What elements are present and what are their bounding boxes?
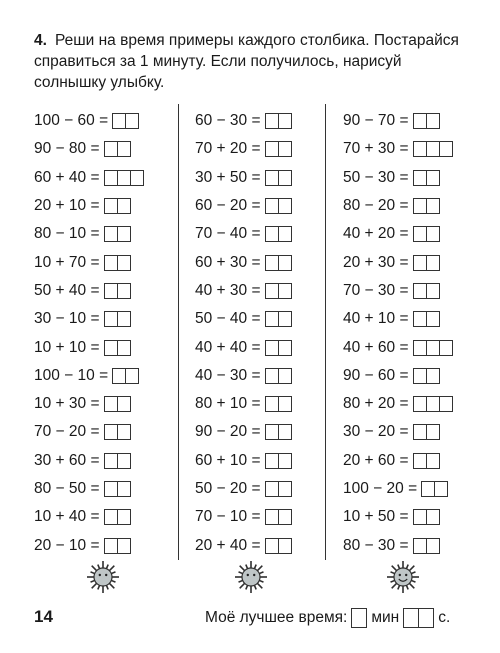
answer-cell[interactable] bbox=[426, 170, 440, 186]
example-expression: 10 + 50 = bbox=[343, 508, 409, 526]
example-expression: 20 + 40 = bbox=[195, 536, 261, 554]
example-row bbox=[34, 362, 144, 390]
answer-cell[interactable] bbox=[278, 311, 292, 327]
answer-cell[interactable] bbox=[117, 424, 131, 440]
example-row bbox=[343, 164, 453, 192]
answer-cell[interactable] bbox=[265, 340, 279, 356]
example-row bbox=[343, 503, 453, 531]
answer-cell[interactable] bbox=[125, 113, 139, 129]
column-divider bbox=[325, 104, 326, 560]
example-row bbox=[34, 503, 144, 531]
answer-boxes[interactable] bbox=[265, 396, 292, 412]
answer-cell[interactable] bbox=[117, 453, 131, 469]
answer-cell[interactable] bbox=[426, 453, 440, 469]
answer-cell[interactable] bbox=[413, 368, 427, 384]
answer-cell[interactable] bbox=[130, 170, 144, 186]
answer-cell[interactable] bbox=[278, 283, 292, 299]
answer-cell[interactable] bbox=[112, 368, 126, 384]
answer-cell[interactable] bbox=[117, 311, 131, 327]
answer-cell[interactable] bbox=[426, 226, 440, 242]
answer-cell[interactable] bbox=[413, 453, 427, 469]
example-row bbox=[195, 418, 292, 446]
example-row bbox=[195, 390, 292, 418]
answer-cell[interactable] bbox=[104, 141, 118, 157]
answer-cell[interactable] bbox=[278, 170, 292, 186]
answer-cell[interactable] bbox=[104, 226, 118, 242]
answer-cell[interactable] bbox=[265, 226, 279, 242]
answer-boxes[interactable] bbox=[413, 283, 440, 299]
answer-boxes[interactable] bbox=[413, 198, 440, 214]
example-row bbox=[343, 531, 453, 559]
answer-boxes[interactable] bbox=[104, 226, 131, 242]
example-expression: 80 − 20 = bbox=[343, 197, 409, 215]
example-expression: 10 + 10 = bbox=[34, 338, 100, 356]
example-expression: 50 − 30 = bbox=[343, 168, 409, 186]
answer-boxes[interactable] bbox=[265, 311, 292, 327]
example-expression: 40 + 60 = bbox=[343, 338, 409, 356]
answer-cell[interactable] bbox=[265, 170, 279, 186]
answer-cell[interactable] bbox=[278, 368, 292, 384]
example-expression: 70 + 20 = bbox=[195, 140, 261, 158]
answer-cell[interactable] bbox=[117, 283, 131, 299]
answer-cell[interactable] bbox=[413, 255, 427, 271]
answer-cell[interactable] bbox=[117, 255, 131, 271]
example-row bbox=[34, 390, 144, 418]
sun-icon bbox=[86, 560, 120, 594]
answer-boxes[interactable] bbox=[104, 198, 131, 214]
example-row bbox=[34, 475, 144, 503]
answer-cell[interactable] bbox=[278, 509, 292, 525]
example-expression: 40 + 30 = bbox=[195, 281, 261, 299]
answer-boxes[interactable] bbox=[265, 424, 292, 440]
answer-cell[interactable] bbox=[265, 113, 279, 129]
example-expression: 40 − 30 = bbox=[195, 366, 261, 384]
answer-cell[interactable] bbox=[117, 481, 131, 497]
example-expression: 30 − 10 = bbox=[34, 310, 100, 328]
example-row bbox=[34, 248, 144, 276]
example-expression: 90 − 60 = bbox=[343, 366, 409, 384]
answer-cell[interactable] bbox=[117, 509, 131, 525]
answer-boxes[interactable] bbox=[265, 340, 292, 356]
answer-boxes[interactable] bbox=[104, 538, 131, 554]
answer-cell[interactable] bbox=[104, 198, 118, 214]
answer-cell[interactable] bbox=[413, 170, 427, 186]
answer-boxes[interactable] bbox=[104, 481, 131, 497]
example-row bbox=[343, 248, 453, 276]
answer-cell[interactable] bbox=[413, 141, 427, 157]
example-expression: 10 + 40 = bbox=[34, 508, 100, 526]
example-expression: 50 + 40 = bbox=[34, 281, 100, 299]
example-row bbox=[195, 248, 292, 276]
column-divider bbox=[178, 104, 179, 560]
examples-column-1 bbox=[34, 107, 144, 560]
example-expression: 80 + 20 = bbox=[343, 395, 409, 413]
example-expression: 80 − 50 = bbox=[34, 480, 100, 497]
answer-cell[interactable] bbox=[265, 396, 279, 412]
answer-cell[interactable] bbox=[426, 396, 440, 412]
example-row bbox=[34, 220, 144, 248]
answer-cell[interactable] bbox=[104, 481, 118, 497]
answer-cell[interactable] bbox=[418, 608, 434, 628]
example-expression: 50 − 20 = bbox=[195, 480, 261, 497]
answer-cell[interactable] bbox=[265, 453, 279, 469]
example-expression: 70 + 30 = bbox=[343, 140, 409, 158]
answer-cell[interactable] bbox=[426, 424, 440, 440]
answer-boxes[interactable] bbox=[104, 453, 131, 469]
example-expression: 30 + 60 = bbox=[34, 451, 100, 469]
answer-boxes[interactable] bbox=[413, 424, 440, 440]
answer-cell[interactable] bbox=[413, 113, 427, 129]
answer-cell[interactable] bbox=[265, 198, 279, 214]
answer-cell[interactable] bbox=[117, 141, 131, 157]
example-expression: 40 + 20 = bbox=[343, 225, 409, 243]
example-row bbox=[343, 277, 453, 305]
answer-cell[interactable] bbox=[278, 396, 292, 412]
answer-cell[interactable] bbox=[104, 255, 118, 271]
example-expression: 60 + 10 = bbox=[195, 451, 261, 469]
answer-boxes[interactable] bbox=[413, 226, 440, 242]
example-row bbox=[195, 475, 292, 503]
example-expression: 20 − 10 = bbox=[34, 536, 100, 554]
answer-cell[interactable] bbox=[426, 368, 440, 384]
example-expression: 90 − 20 = bbox=[195, 423, 261, 441]
answer-cell[interactable] bbox=[104, 453, 118, 469]
example-row bbox=[34, 192, 144, 220]
answer-cell[interactable] bbox=[265, 368, 279, 384]
answer-cell[interactable] bbox=[265, 538, 279, 554]
example-expression: 100 − 60 = bbox=[34, 112, 109, 130]
answer-cell[interactable] bbox=[413, 509, 427, 525]
example-row bbox=[343, 447, 453, 475]
example-row bbox=[195, 362, 292, 390]
answer-boxes[interactable] bbox=[104, 283, 131, 299]
minutes-box[interactable] bbox=[351, 608, 367, 628]
answer-cell[interactable] bbox=[439, 340, 453, 356]
answer-boxes[interactable] bbox=[421, 481, 448, 497]
example-row bbox=[34, 305, 144, 333]
example-expression: 60 − 20 = bbox=[195, 197, 261, 215]
example-row bbox=[343, 333, 453, 361]
answer-cell[interactable] bbox=[278, 113, 292, 129]
example-expression: 100 − 20 = bbox=[343, 480, 418, 497]
answer-boxes[interactable] bbox=[104, 141, 131, 157]
example-expression: 20 + 30 = bbox=[343, 253, 409, 271]
best-time bbox=[205, 605, 450, 631]
answer-cell[interactable] bbox=[117, 340, 131, 356]
example-row bbox=[34, 447, 144, 475]
answer-cell[interactable] bbox=[265, 509, 279, 525]
task-number: 4. bbox=[34, 32, 47, 49]
example-row bbox=[195, 277, 292, 305]
answer-cell[interactable] bbox=[413, 311, 427, 327]
answer-cell[interactable] bbox=[426, 311, 440, 327]
answer-cell[interactable] bbox=[104, 283, 118, 299]
answer-boxes[interactable] bbox=[413, 170, 440, 186]
answer-cell[interactable] bbox=[426, 113, 440, 129]
answer-cell[interactable] bbox=[265, 255, 279, 271]
answer-cell[interactable] bbox=[413, 198, 427, 214]
answer-cell[interactable] bbox=[117, 538, 131, 554]
answer-cell[interactable] bbox=[421, 481, 435, 497]
page-number: 14 bbox=[34, 607, 53, 626]
example-expression: 20 + 60 = bbox=[343, 451, 409, 469]
answer-boxes[interactable] bbox=[413, 141, 453, 157]
example-row bbox=[195, 192, 292, 220]
example-row bbox=[343, 220, 453, 248]
example-expression: 70 − 10 = bbox=[195, 508, 261, 526]
example-row bbox=[34, 164, 144, 192]
answer-cell[interactable] bbox=[413, 226, 427, 242]
example-row bbox=[195, 220, 292, 248]
example-expression: 10 + 30 = bbox=[34, 395, 100, 413]
answer-cell[interactable] bbox=[265, 311, 279, 327]
example-row bbox=[343, 418, 453, 446]
answer-boxes[interactable] bbox=[104, 255, 131, 271]
example-expression: 60 − 30 = bbox=[195, 112, 261, 130]
answer-cell[interactable] bbox=[413, 424, 427, 440]
answer-cell[interactable] bbox=[112, 113, 126, 129]
seconds-label: с. bbox=[438, 609, 451, 626]
answer-cell[interactable] bbox=[117, 396, 131, 412]
example-row bbox=[195, 333, 292, 361]
answer-cell[interactable] bbox=[104, 396, 118, 412]
best-time-label: Моё лучшее время: bbox=[205, 609, 348, 626]
example-expression: 80 + 10 = bbox=[195, 395, 261, 413]
example-expression: 70 − 40 = bbox=[195, 225, 261, 243]
answer-boxes[interactable] bbox=[265, 481, 292, 497]
example-expression: 80 − 30 = bbox=[343, 536, 409, 554]
answer-boxes[interactable] bbox=[265, 368, 292, 384]
example-row bbox=[34, 135, 144, 163]
answer-boxes[interactable] bbox=[413, 255, 440, 271]
answer-boxes[interactable] bbox=[265, 141, 292, 157]
answer-cell[interactable] bbox=[413, 396, 427, 412]
example-row bbox=[343, 192, 453, 220]
answer-boxes[interactable] bbox=[413, 340, 453, 356]
answer-cell[interactable] bbox=[413, 538, 427, 554]
answer-cell[interactable] bbox=[426, 538, 440, 554]
example-row bbox=[34, 531, 144, 559]
example-row bbox=[34, 418, 144, 446]
answer-cell[interactable] bbox=[117, 226, 131, 242]
answer-cell[interactable] bbox=[413, 340, 427, 356]
answer-cell[interactable] bbox=[265, 424, 279, 440]
example-row bbox=[34, 333, 144, 361]
example-expression: 40 + 40 = bbox=[195, 338, 261, 356]
answer-cell[interactable] bbox=[426, 509, 440, 525]
example-expression: 90 − 70 = bbox=[343, 112, 409, 130]
answer-cell[interactable] bbox=[351, 608, 367, 628]
answer-boxes[interactable] bbox=[265, 226, 292, 242]
example-row bbox=[343, 475, 453, 503]
example-expression: 20 + 10 = bbox=[34, 197, 100, 215]
example-row bbox=[34, 107, 144, 135]
example-expression: 60 + 40 = bbox=[34, 168, 100, 186]
example-expression: 10 + 70 = bbox=[34, 253, 100, 271]
answer-boxes[interactable] bbox=[265, 113, 292, 129]
examples-column-3 bbox=[343, 107, 453, 560]
answer-cell[interactable] bbox=[278, 424, 292, 440]
example-expression: 70 − 20 = bbox=[34, 423, 100, 441]
answer-cell[interactable] bbox=[104, 424, 118, 440]
answer-boxes[interactable] bbox=[413, 453, 440, 469]
answer-cell[interactable] bbox=[426, 255, 440, 271]
answer-boxes[interactable] bbox=[265, 255, 292, 271]
answer-boxes[interactable] bbox=[413, 368, 440, 384]
answer-boxes[interactable] bbox=[265, 283, 292, 299]
answer-cell[interactable] bbox=[439, 396, 453, 412]
example-row bbox=[343, 390, 453, 418]
answer-cell[interactable] bbox=[426, 141, 440, 157]
answer-boxes[interactable] bbox=[265, 170, 292, 186]
example-row bbox=[343, 362, 453, 390]
answer-boxes[interactable] bbox=[413, 113, 440, 129]
answer-cell[interactable] bbox=[117, 170, 131, 186]
task-instruction bbox=[34, 30, 474, 93]
answer-cell[interactable] bbox=[265, 481, 279, 497]
answer-cell[interactable] bbox=[434, 481, 448, 497]
answer-cell[interactable] bbox=[278, 226, 292, 242]
answer-boxes[interactable] bbox=[104, 311, 131, 327]
answer-boxes[interactable] bbox=[104, 396, 131, 412]
answer-cell[interactable] bbox=[104, 538, 118, 554]
answer-boxes[interactable] bbox=[104, 424, 131, 440]
task-text: Реши на время примеры каждого столбика. Постарайся справиться за 1 минуту. Если получилось, нарисуй солнышку улыбку. bbox=[34, 32, 459, 91]
answer-cell[interactable] bbox=[403, 608, 419, 628]
answer-cell[interactable] bbox=[426, 198, 440, 214]
example-expression: 100 − 10 = bbox=[34, 366, 109, 384]
answer-boxes[interactable] bbox=[413, 311, 440, 327]
answer-cell[interactable] bbox=[278, 340, 292, 356]
answer-cell[interactable] bbox=[278, 198, 292, 214]
answer-cell[interactable] bbox=[278, 453, 292, 469]
example-row bbox=[195, 107, 292, 135]
answer-cell[interactable] bbox=[426, 283, 440, 299]
example-expression: 30 − 20 = bbox=[343, 423, 409, 441]
example-row bbox=[195, 447, 292, 475]
answer-boxes[interactable] bbox=[265, 198, 292, 214]
example-expression: 70 − 30 = bbox=[343, 281, 409, 299]
seconds-box[interactable] bbox=[403, 608, 434, 628]
example-row bbox=[34, 277, 144, 305]
answer-cell[interactable] bbox=[125, 368, 139, 384]
sun-icon bbox=[234, 560, 268, 594]
answer-boxes[interactable] bbox=[104, 170, 144, 186]
answer-cell[interactable] bbox=[278, 255, 292, 271]
example-row bbox=[195, 305, 292, 333]
answer-boxes[interactable] bbox=[104, 340, 131, 356]
answer-boxes[interactable] bbox=[265, 509, 292, 525]
answer-boxes[interactable] bbox=[265, 453, 292, 469]
answer-cell[interactable] bbox=[104, 340, 118, 356]
example-row bbox=[195, 503, 292, 531]
answer-boxes[interactable] bbox=[413, 538, 440, 554]
minutes-label: мин bbox=[371, 609, 400, 626]
answer-cell[interactable] bbox=[278, 538, 292, 554]
answer-cell[interactable] bbox=[439, 141, 453, 157]
answer-boxes[interactable] bbox=[112, 113, 139, 129]
answer-cell[interactable] bbox=[265, 283, 279, 299]
answer-boxes[interactable] bbox=[265, 538, 292, 554]
answer-boxes[interactable] bbox=[112, 368, 139, 384]
example-expression: 50 − 40 = bbox=[195, 310, 261, 328]
example-row bbox=[343, 305, 453, 333]
answer-cell[interactable] bbox=[117, 198, 131, 214]
examples-column-2 bbox=[195, 107, 292, 560]
example-row bbox=[195, 164, 292, 192]
answer-cell[interactable] bbox=[104, 509, 118, 525]
answer-boxes[interactable] bbox=[413, 509, 440, 525]
answer-cell[interactable] bbox=[413, 283, 427, 299]
example-expression: 60 + 30 = bbox=[195, 253, 261, 271]
answer-cell[interactable] bbox=[426, 340, 440, 356]
answer-boxes[interactable] bbox=[413, 396, 453, 412]
example-expression: 90 − 80 = bbox=[34, 140, 100, 158]
example-expression: 30 + 50 = bbox=[195, 168, 261, 186]
example-row bbox=[195, 531, 292, 559]
example-row bbox=[343, 135, 453, 163]
answer-cell[interactable] bbox=[104, 311, 118, 327]
answer-boxes[interactable] bbox=[104, 509, 131, 525]
answer-cell[interactable] bbox=[278, 481, 292, 497]
answer-cell[interactable] bbox=[278, 141, 292, 157]
example-row bbox=[195, 135, 292, 163]
example-expression: 80 − 10 = bbox=[34, 225, 100, 243]
answer-cell[interactable] bbox=[265, 141, 279, 157]
sun-icon bbox=[386, 560, 420, 594]
example-row bbox=[343, 107, 453, 135]
answer-cell[interactable] bbox=[104, 170, 118, 186]
example-expression: 40 + 10 = bbox=[343, 310, 409, 328]
